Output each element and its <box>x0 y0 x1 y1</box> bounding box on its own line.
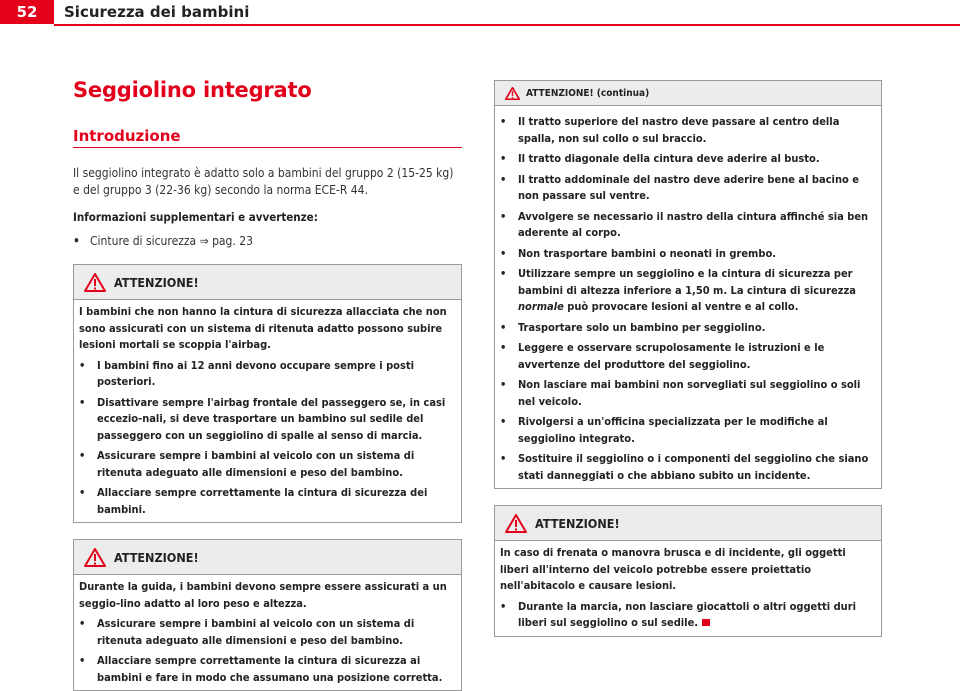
bullet: • <box>79 654 86 667</box>
bullet: • <box>500 320 507 334</box>
page-header <box>0 0 960 26</box>
page-title: Seggiolino integrato <box>73 78 312 102</box>
warning-triangle-icon <box>505 87 520 100</box>
warning-item <box>79 485 456 518</box>
warning-item <box>500 172 876 205</box>
warning-item-text: Allacciare sempre correttamente la cintura di sicurezza ai bambini e fare in modo che assumano una posizione corretta. <box>97 654 443 684</box>
warning-item <box>500 209 876 242</box>
bullet: • <box>500 115 507 128</box>
warning-item-text: Durante la marcia, non lasciare giocattoli o altri oggetti duri liberi sul seggiolino o sul sedile. <box>518 599 856 629</box>
warning-item-text: Il tratto diagonale della cintura deve aderire al busto. <box>518 152 820 165</box>
warning-item <box>79 616 456 649</box>
bullet: • <box>500 378 507 391</box>
intro-paragraph: Il seggiolino integrato è adatto solo a bambini del gruppo 2 (15-25 kg) e del gruppo 3 (22-36 kg) secondo la norma ECE-R 44. <box>73 166 454 197</box>
warning-lead: I bambini che non hanno la cintura di sicurezza allacciata che non sono assicurati con un sistema di ritenuta adatto possono subire lesioni mortali se scoppia l'airbag. <box>79 305 447 351</box>
warning-triangle-icon <box>505 514 527 533</box>
bullet: • <box>79 449 86 462</box>
bullet: • <box>500 172 507 186</box>
warning-item <box>500 377 876 410</box>
bullet: • <box>500 599 507 613</box>
warning-item-text: I bambini fino ai 12 anni devono occupare sempre i posti posteriori. <box>97 358 414 388</box>
warning-item-text: Non lasciare mai bambini non sorvegliati sul seggiolino o soli nel veicolo. <box>518 378 861 408</box>
warning-item <box>79 358 456 391</box>
left-column <box>73 78 462 691</box>
bullet: • <box>500 246 507 260</box>
warning-item <box>500 151 876 168</box>
bullet: • <box>500 267 507 280</box>
warning-item-text: Sostituire il seggiolino o i componenti del seggiolino che siano stati danneggiati o che abbiano subito un incidente. <box>518 452 869 482</box>
bullet: • <box>79 358 86 372</box>
warning-item-text: Avvolgere se necessario il nastro della cintura affinché sia ben aderente al corpo. <box>518 209 869 239</box>
chapter-title: Sicurezza dei bambini <box>64 3 250 21</box>
warning-item <box>500 246 876 263</box>
warning-header <box>74 265 461 300</box>
warning-item-text: Non trasportare bambini o neonati in grembo. <box>518 246 777 260</box>
right-column <box>494 80 882 637</box>
info-item <box>73 234 462 248</box>
bullet: • <box>500 341 507 354</box>
bullet: • <box>500 152 507 165</box>
warning-item-text: Assicurare sempre i bambini al veicolo con un sistema di ritenuta adeguato alle dimensioni e peso del bambino. <box>97 617 415 647</box>
warning-triangle-icon <box>84 548 106 567</box>
warning-header <box>495 81 881 106</box>
warning-item-text: Allacciare sempre correttamente la cintura di sicurezza dei bambini. <box>97 486 428 516</box>
section-title: Introduzione <box>73 127 462 148</box>
warning-item <box>500 599 876 632</box>
warning-item <box>500 451 876 484</box>
warning-box <box>73 264 462 523</box>
warning-item-text: Il tratto addominale del nastro deve aderire bene al bacino e non passare sul ventre. <box>518 172 859 202</box>
bullet: • <box>73 234 80 248</box>
warning-body <box>495 541 881 636</box>
warning-body <box>495 106 881 488</box>
warning-item <box>79 448 456 481</box>
bullet: • <box>500 209 507 223</box>
header-divider <box>54 24 960 26</box>
warning-body <box>74 300 461 522</box>
emphasis: normale <box>518 300 564 313</box>
warning-item <box>79 653 456 686</box>
warning-item <box>500 114 876 147</box>
warning-triangle-icon <box>84 273 106 292</box>
warning-item-text: Disattivare sempre l'airbag frontale del passeggero se, in casi eccezio-nali, si deve trasportare un bambino sul sedile del passeggero con un seggiolino di spalle al senso di marcia. <box>97 395 446 442</box>
end-of-section-marker <box>702 619 710 626</box>
warning-item-text: Leggere e osservare scrupolosamente le istruzioni e le avvertenze del produttore del seggiolino. <box>518 341 825 371</box>
warning-lead: In caso di frenata o manovra brusca e di incidente, gli oggetti liberi all'interno del veicolo potrebbe essere proiettatio nell'abitacolo e causare lesioni. <box>500 546 846 592</box>
warning-lead: Durante la guida, i bambini devono sempre essere assicurati a un seggio-lino adatto al loro peso e altezza. <box>79 580 447 610</box>
bullet: • <box>79 617 86 630</box>
warning-item <box>500 266 876 316</box>
warning-box <box>494 80 882 489</box>
warning-item-text: Utilizzare sempre un seggiolino e la cintura di sicurezza per bambini di altezza inferiore a 1,50 m. La cintura di sicurezza normale può provocare lesioni al ventre e al collo. <box>518 267 856 313</box>
page-number: 52 <box>0 0 54 24</box>
info-label: Informazioni supplementari e avvertenze: <box>73 210 318 224</box>
warning-box <box>494 505 882 637</box>
bullet: • <box>79 395 86 409</box>
warning-header <box>495 506 881 541</box>
warning-body <box>74 575 461 690</box>
page-reference-link[interactable]: ⇒ pag. 23 <box>199 234 253 248</box>
warning-item <box>500 340 876 373</box>
warning-item <box>500 320 876 337</box>
bullet: • <box>79 486 86 499</box>
warning-title: ATTENZIONE! <box>114 274 199 290</box>
warning-title: ATTENZIONE! (continua) <box>526 87 650 99</box>
warning-title: ATTENZIONE! <box>535 515 620 531</box>
warning-title: ATTENZIONE! <box>114 549 199 565</box>
warning-item-text: Il tratto superiore del nastro deve passare al centro della spalla, non sul collo o sul braccio. <box>518 115 840 145</box>
warning-item <box>79 395 456 445</box>
bullet: • <box>500 452 507 465</box>
warning-item <box>500 414 876 447</box>
warning-item-text: Assicurare sempre i bambini al veicolo con un sistema di ritenuta adeguato alle dimensioni e peso del bambino. <box>97 449 415 479</box>
warning-item-text: Rivolgersi a un'officina specializzata per le modifiche al seggiolino integrato. <box>518 415 828 445</box>
info-item-text: Cinture di sicurezza <box>90 234 197 248</box>
warning-box <box>73 539 462 691</box>
warning-item-text: Trasportare solo un bambino per seggiolino. <box>518 320 766 334</box>
warning-header <box>74 540 461 575</box>
bullet: • <box>500 415 507 428</box>
